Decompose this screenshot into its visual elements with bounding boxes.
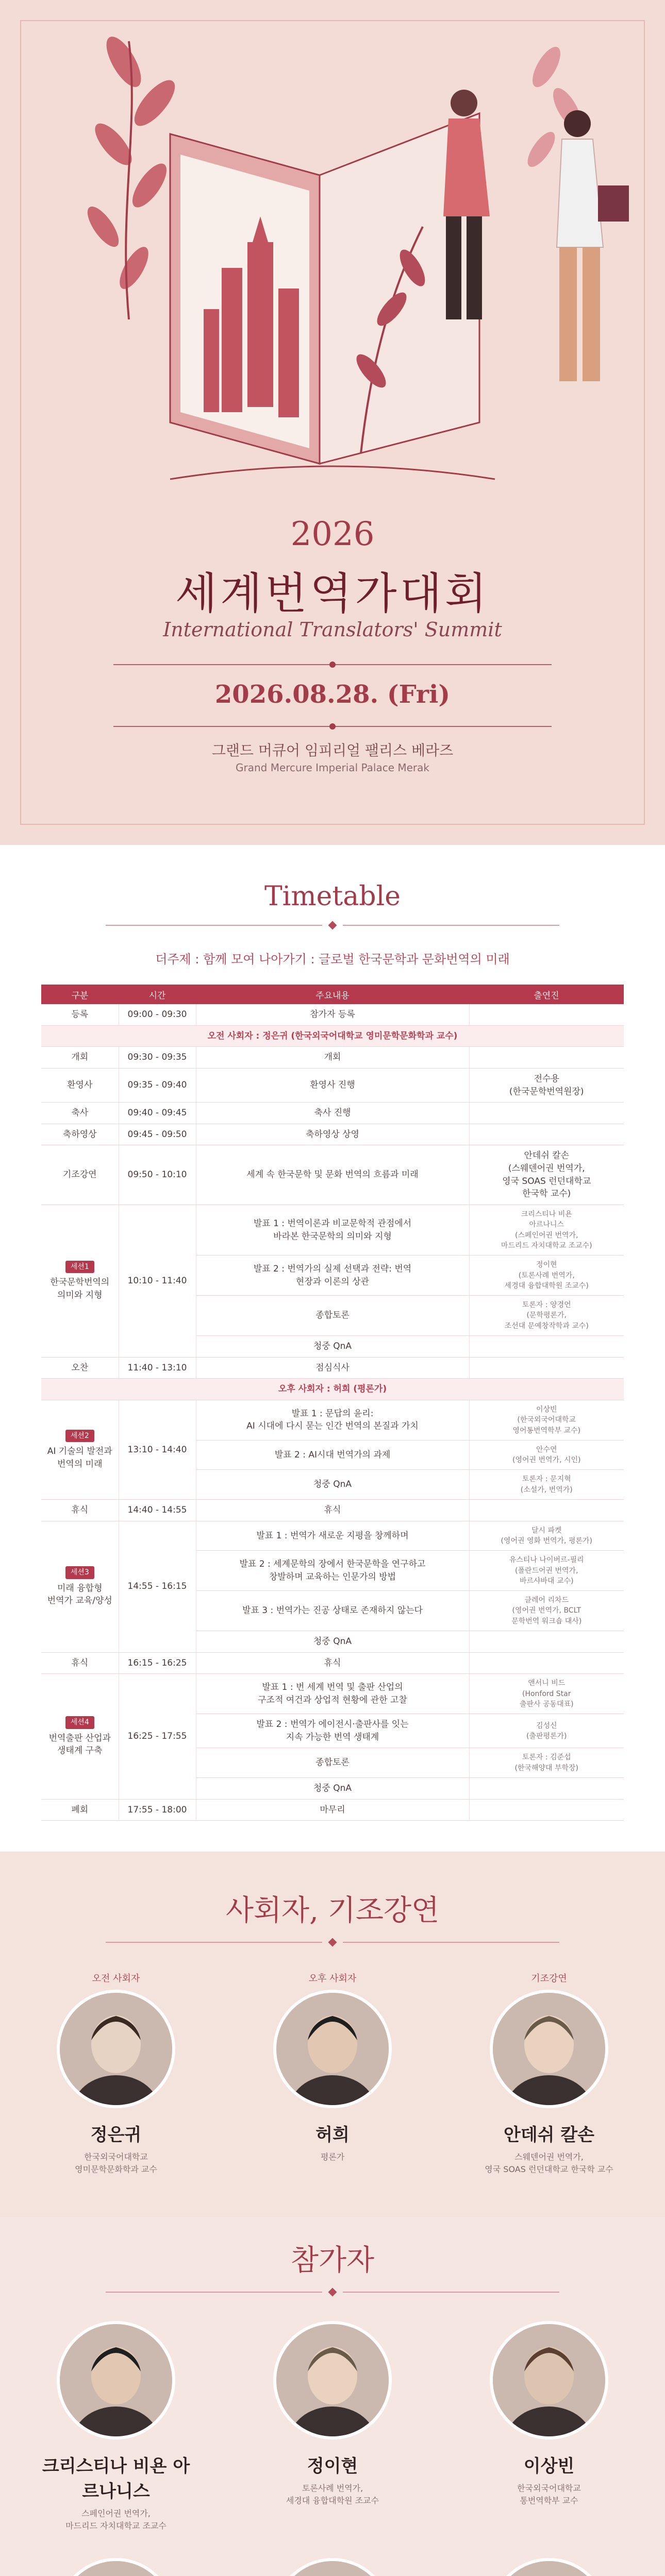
person-card [39,2321,193,2532]
table-cell: 오찬 [41,1357,119,1379]
person-name: 정이현 [307,2456,358,2477]
portrait-graphic [276,2324,389,2436]
person-name: 크리스티나 비욘 아르나니스 [42,2456,190,2502]
table-cell: 환영사 [41,1068,119,1102]
session-time: 16:25 - 17:55 [119,1674,196,1799]
title-divider [0,922,665,928]
session-host-band [41,1025,624,1047]
table-cell: 16:15 - 16:25 [119,1652,196,1674]
avatar [273,2558,392,2576]
program-cell: 종합토론 [196,1296,469,1336]
header-cast: 출연진 [469,985,624,1004]
person-role: 오후 사회자 [308,1973,357,1985]
session-row [41,1400,624,1440]
person-card [472,2558,626,2576]
session-tag: 세션3 [65,1566,94,1579]
timetable-title: Timetable [264,881,401,912]
table-row [41,1124,624,1145]
table-cell: 기조강연 [41,1145,119,1205]
portrait-graphic [493,2561,605,2576]
table-cell: 휴식 [196,1652,469,1674]
table-row [41,1652,624,1674]
cast-cell: 달시 파켓 (영어권 영화 번역가, 평론가) [469,1521,624,1551]
program-cell: 발표 1 : 번역이론과 비교문학적 관점에서 바라본 한국문학의 의미와 지형 [196,1205,469,1256]
table-cell: 09:50 - 10:10 [119,1145,196,1205]
session-label: 번역출판 산업과 생태계 구축 [48,1733,111,1756]
program-cell: 발표 1 : 번 세계 번역 및 출판 산업의 구조적 여건과 상업적 현황에 관한 고찰 [196,1674,469,1714]
table-cell: 축사 [41,1103,119,1124]
speakers-row [0,1971,665,2176]
program-cell: 발표 2 : 번역가 에이전시·출판사를 잇는 지속 가능한 번역 생태계 [196,1714,469,1748]
program-cell: 발표 3 : 번역가는 진공 상태로 존재하지 않는다 [196,1591,469,1631]
person-role: 기조강연 [531,1973,567,1985]
person-affiliation: 토론사례 번역가, 세경대 융합대학원 조교수 [286,2483,379,2506]
avatar [490,2558,608,2576]
session-time: 13:10 - 14:40 [119,1400,196,1499]
table-row [41,1145,624,1205]
table-row [41,1068,624,1102]
table-row [41,1500,624,1521]
session-tag: 세션1 [65,1261,94,1273]
table-cell: 11:40 - 13:10 [119,1357,196,1379]
person-affiliation: 한국외국어대학교 통번역학부 교수 [517,2483,581,2506]
person-card [39,1971,193,2176]
participants-row [0,2558,665,2576]
avatar [490,1990,608,2108]
cast-cell: 유스티나 나이버르-필리 (폴란드어권 번역가, 바르샤바대 교수) [469,1551,624,1591]
session-label: 한국문학번역의 의미와 지형 [50,1277,110,1300]
timetable-header-row [41,985,624,1004]
table-cell: 안데쉬 칼손 (스웨덴어권 번역가, 영국 SOAS 런던대학교 한국학 교수) [469,1145,624,1205]
table-cell [469,1500,624,1521]
cast-cell [469,1631,624,1653]
avatar [273,2321,392,2439]
session-label: AI 기술의 발전과 번역의 미래 [47,1446,112,1469]
avatar [57,2321,175,2439]
header-content: 주요내용 [196,985,469,1004]
table-row [41,1004,624,1025]
program-cell: 발표 1 : 문답의 윤리: AI 시대에 다시 묻는 인간 번역의 본질과 가치 [196,1400,469,1440]
person-name: 이상빈 [523,2456,575,2477]
portrait-graphic [60,2561,172,2576]
header-category: 구분 [41,985,119,1004]
program-cell: 청중 QnA [196,1631,469,1653]
timetable-theme: 더주제 : 함께 모여 나아가기 : 글로벌 한국문학과 문화번역의 미래 [155,952,510,967]
person-affiliation: 스페인어권 번역가, 마드리드 자치대학교 조교수 [65,2509,167,2531]
avatar [273,1990,392,2108]
person-name: 허희 [315,2125,350,2146]
program-cell: 발표 2 : 세계문학의 장에서 한국문학을 연구하고 창발하며 교육하는 인문가의 방법 [196,1551,469,1591]
cast-cell: 이상빈 (한국외국어대학교 영어통번역학부 교수) [469,1400,624,1440]
timetable-table [41,985,624,1821]
portrait-graphic [493,2324,605,2436]
participants-grid [0,2321,665,2576]
table-cell: 축사 진행 [196,1103,469,1124]
cast-cell: 앤서니 비드 (Honford Star 출판사 공동대표) [469,1674,624,1714]
speakers-section [0,1852,665,2217]
table-row [41,1047,624,1069]
session-row [41,1521,624,1551]
person-name: 안데쉬 칼손 [503,2125,595,2146]
table-cell: 점심식사 [196,1357,469,1379]
cast-cell: 토론자 : 문지혁 (소설가, 번역가) [469,1470,624,1500]
hero-year: 2026 [290,515,375,553]
table-cell: 개회 [196,1047,469,1069]
table-cell: 전수용 (한국문학번역원장) [469,1068,624,1102]
portrait-graphic [276,2561,389,2576]
session-time: 14:55 - 16:15 [119,1521,196,1652]
host-band-text: 오후 사회자 : 허희 (평론가) [41,1379,624,1400]
session-label: 미래 융합형 번역가 교육/양성 [47,1583,112,1606]
table-cell: 폐회 [41,1799,119,1821]
table-row [41,1799,624,1821]
table-cell: 09:30 - 09:35 [119,1047,196,1069]
session-label-cell [41,1205,119,1358]
hero-illustration [0,0,665,845]
table-cell: 09:00 - 09:30 [119,1004,196,1025]
session-row [41,1205,624,1256]
person-card [255,2321,410,2532]
session-time: 10:10 - 11:40 [119,1205,196,1358]
program-cell: 발표 2 : 번역가의 실제 선택과 전략: 번역 현장과 이론의 상관 [196,1256,469,1296]
timetable-section [0,845,665,1852]
session-tag: 세션2 [65,1430,94,1442]
portrait-graphic [276,1993,389,2105]
hero-subtitle-en: International Translators' Summit [163,618,502,641]
person-card [255,1971,410,2176]
table-cell [469,1103,624,1124]
person-affiliation: 스웨덴어권 번역가, 영국 SOAS 런던대학교 한국학 교수 [485,2152,613,2175]
session-host-band [41,1379,624,1400]
host-band-text: 오전 사회자 : 정은귀 (한국외국어대학교 영미문학문화학과 교수) [41,1025,624,1047]
session-label-cell [41,1521,119,1652]
cast-cell [469,1336,624,1358]
portrait-graphic [493,1993,605,2105]
participants-row [0,2321,665,2532]
cast-cell: 토론자 : 양경언 (문학평론가, 조선대 문예창작학과 교수) [469,1296,624,1336]
participants-section [0,2217,665,2576]
session-tag: 세션4 [65,1716,94,1728]
cast-cell: 토론자 : 김준섭 (한국해양대 부학장) [469,1748,624,1778]
cast-cell: 정이현 (토론사례 번역가, 세경대 융합대학원 조교수) [469,1256,624,1296]
speakers-title: 사회자, 기조강연 [225,1894,440,1928]
table-cell: 09:35 - 09:40 [119,1068,196,1102]
person-card [39,2558,193,2576]
avatar [57,1990,175,2108]
table-row [41,1357,624,1379]
person-affiliation: 한국외국어대학교 영미문학문화학과 교수 [75,2152,157,2175]
session-label-cell [41,1400,119,1499]
table-cell: 09:40 - 09:45 [119,1103,196,1124]
table-cell: 환영사 진행 [196,1068,469,1102]
program-cell: 청중 QnA [196,1470,469,1500]
title-divider [0,1939,665,1945]
header-time: 시간 [119,985,196,1004]
table-cell: 휴식 [41,1500,119,1521]
cast-cell: 안수연 (영어권 번역가, 시인) [469,1440,624,1470]
table-cell [469,1652,624,1674]
table-cell: 17:55 - 18:00 [119,1799,196,1821]
person-role: 오전 사회자 [92,1973,140,1985]
person-card [472,2321,626,2532]
table-cell: 휴식 [41,1652,119,1674]
program-cell: 발표 1 : 번역가 새로운 지평을 창께하며 [196,1521,469,1551]
table-cell: 휴식 [196,1500,469,1521]
title-divider [0,2289,665,2295]
table-cell: 개회 [41,1047,119,1069]
table-cell: 세계 속 한국문학 및 문화 번역의 흐름과 미래 [196,1145,469,1205]
portrait-graphic [60,2324,172,2436]
program-cell: 청중 QnA [196,1778,469,1800]
table-cell: 축하영상 [41,1124,119,1145]
portrait-graphic [60,1993,172,2105]
cast-cell [469,1778,624,1800]
hero-title: 세계번역가대회 [175,568,490,619]
hero-venue-en: Grand Mercure Imperial Palace Merak [235,761,429,774]
avatar [57,2558,175,2576]
cast-cell: 김성신 (출판평론가) [469,1714,624,1748]
table-row [41,1103,624,1124]
hero-banner [0,0,665,845]
table-cell: 14:40 - 14:55 [119,1500,196,1521]
person-card [255,2558,410,2576]
table-cell: 마무리 [196,1799,469,1821]
avatar [490,2321,608,2439]
person-card [472,1971,626,2176]
table-cell [469,1047,624,1069]
hero-date: 2026.08.28. (Fri) [214,680,451,709]
session-label-cell [41,1674,119,1799]
cast-cell: 클레어 리차드 (영어권 번역가, BCLT 문학번역 워크숍 대사) [469,1591,624,1631]
table-cell: 참가자 등록 [196,1004,469,1025]
table-cell [469,1004,624,1025]
table-cell: 축하영상 상영 [196,1124,469,1145]
table-cell [469,1124,624,1145]
table-cell: 등록 [41,1004,119,1025]
person-affiliation: 평론가 [320,2152,345,2162]
program-cell: 종합토론 [196,1748,469,1778]
table-cell: 09:45 - 09:50 [119,1124,196,1145]
program-cell: 발표 2 : AI시대 번역가의 과제 [196,1440,469,1470]
program-cell: 청중 QnA [196,1336,469,1358]
hero-venue: 그랜드 머큐어 임피리얼 팰리스 베라즈 [211,742,454,759]
cast-cell: 크리스티나 비욘 아르나니스 (스페인어권 번역가, 마드리드 자치대학교 조교수) [469,1205,624,1256]
session-row [41,1674,624,1714]
participants-title: 참가자 [290,2244,375,2278]
table-cell [469,1799,624,1821]
timetable-body [41,1004,624,1821]
table-cell [469,1357,624,1379]
person-name: 정은귀 [90,2125,142,2146]
